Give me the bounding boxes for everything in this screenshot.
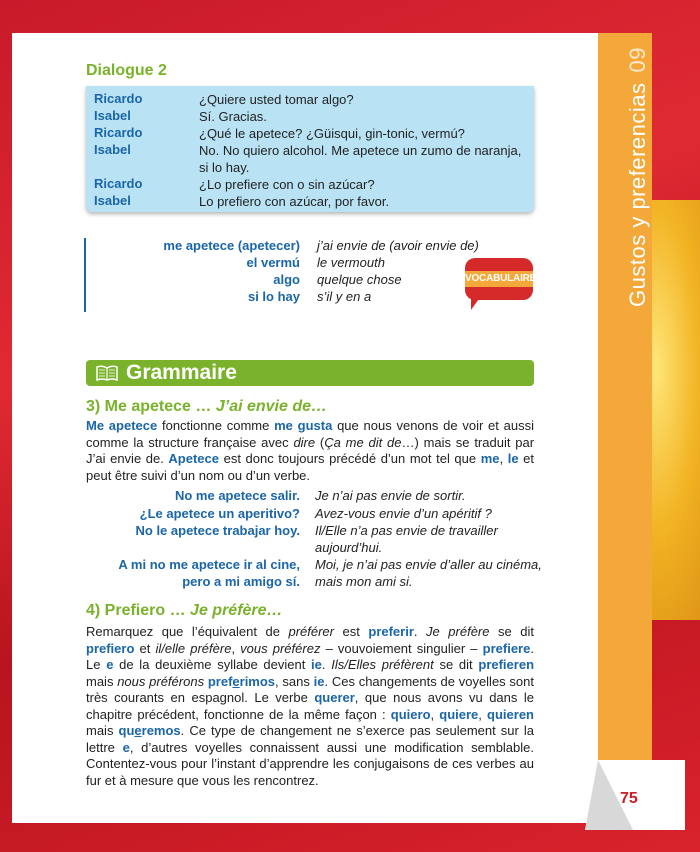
- dialogue-speaker: Isabel: [94, 108, 131, 123]
- dialogue-line: No. No quiero alcohol. Me apetece un zumo de naranja, si lo hay.: [199, 143, 522, 175]
- grammar-section-4-paragraph: Remarquez que l’équivalent de préférer est preferir. Je préfère se dit prefiero et il/elle préfère, vous préférez – vouvoiement singulier – prefiere. Le e de la deuxième syllabe devient ie. Ils/Elles préfèrent se dit prefieren mais nous préférons preferimos, sans ie. Ces changements de voyelles sont très courants en espagnol. Le verbe querer, que nous avons vu dans le chapitre précédent, fonctionne de la même façon : quiero, quiere, quieren mais queremos. Ce type de changement ne s’exerce pas seulement sur la lettre e, d’autres voyelles connaissent aussi une modification semblable. Contentez-vous pour l’instant d’apprendre les conjugaisons de ces verbes au fur et à mesure que vous les rencontrez.: [86, 624, 535, 788]
- example-french: Je n’ai pas envie de sortir.: [315, 488, 466, 503]
- grammar-section-3-title: [86, 398, 327, 416]
- vocab-definition: quelque chose: [317, 272, 402, 287]
- example-french: Il/Elle n’a pas envie de travailler: [315, 523, 498, 538]
- chapter-side-tab: [598, 33, 652, 823]
- chapter-title: [625, 47, 651, 347]
- section-title-fr: J’ai envie de…: [215, 398, 328, 415]
- dialogue-box: [86, 86, 534, 212]
- vocab-definition: s’il y en a: [317, 289, 372, 304]
- vocab-definition: j’ai envie de (avoir envie de): [317, 238, 479, 253]
- section-title-fr: Je préfère…: [190, 602, 283, 619]
- example-french: Avez-vous envie d’un apéritif ?: [315, 506, 492, 521]
- vocab-definition: le vermouth: [317, 255, 385, 270]
- grammar-section-4-title: [86, 602, 283, 620]
- example-spanish: ¿Le apetece un aperitivo?: [139, 506, 300, 521]
- section-title-es: 3) Me apetece …: [86, 398, 212, 415]
- page-number: 75: [620, 790, 638, 807]
- section-title-es: 4) Prefiero …: [86, 602, 186, 619]
- dialogue-speaker: Ricardo: [94, 91, 143, 106]
- chapter-title-text: Gustos y preferencias: [625, 82, 650, 307]
- dialogue-speaker: Isabel: [94, 142, 131, 157]
- example-spanish: pero a mi amigo sí.: [182, 574, 300, 589]
- example-spanish: No le apetece trabajar hoy.: [135, 523, 300, 538]
- dialogue-speaker: Isabel: [94, 193, 131, 208]
- grammar-header: [86, 360, 534, 386]
- vocabulary-badge: [465, 258, 537, 300]
- example-spanish: A mi no me apetece ir al cine,: [118, 557, 300, 572]
- dialogue-line: ¿Quiere usted tomar algo?: [199, 92, 354, 107]
- example-french: aujourd’hui.: [315, 540, 383, 555]
- vocab-term: si lo hay: [247, 289, 300, 304]
- vocab-term: algo: [273, 272, 300, 287]
- grammar-section-3-paragraph: Me apetece fonctionne comme me gusta que nous venons de voir et aussi comme la structure française avec dire (Ça me dit de…) mais se traduit par J’ai envie de. Apetece est donc toujours précédé d’un mot tel que me, le et peut être suivi d’un nom ou d’un verbe.: [86, 418, 535, 483]
- dialogue-speaker: Ricardo: [94, 125, 143, 140]
- vocabulary-badge-label: VOCABULAIRE: [465, 273, 537, 284]
- chapter-number: 09: [625, 47, 650, 73]
- dialogue-title: Dialogue 2: [86, 62, 167, 79]
- vocabulary-divider: [84, 238, 86, 312]
- vocab-term: el vermú: [246, 255, 300, 270]
- dialogue-line: ¿Qué le apetece? ¿Güisqui, gin-tonic, vermú?: [199, 126, 465, 141]
- dialogue-speaker: Ricardo: [94, 176, 143, 191]
- grammar-title: Grammaire: [126, 361, 237, 384]
- book-icon: [96, 365, 118, 381]
- dialogue-line: ¿Lo prefiere con o sin azúcar?: [199, 177, 375, 192]
- example-french: mais mon ami si.: [315, 574, 413, 589]
- vocab-term: me apetece (apetecer): [163, 238, 300, 253]
- example-french: Moi, je n’ai pas envie d’aller au cinéma,: [315, 557, 542, 572]
- example-spanish: No me apetece salir.: [174, 488, 300, 503]
- dialogue-line: Sí. Gracias.: [199, 109, 267, 124]
- dialogue-line: Lo prefiero con azúcar, por favor.: [199, 194, 390, 209]
